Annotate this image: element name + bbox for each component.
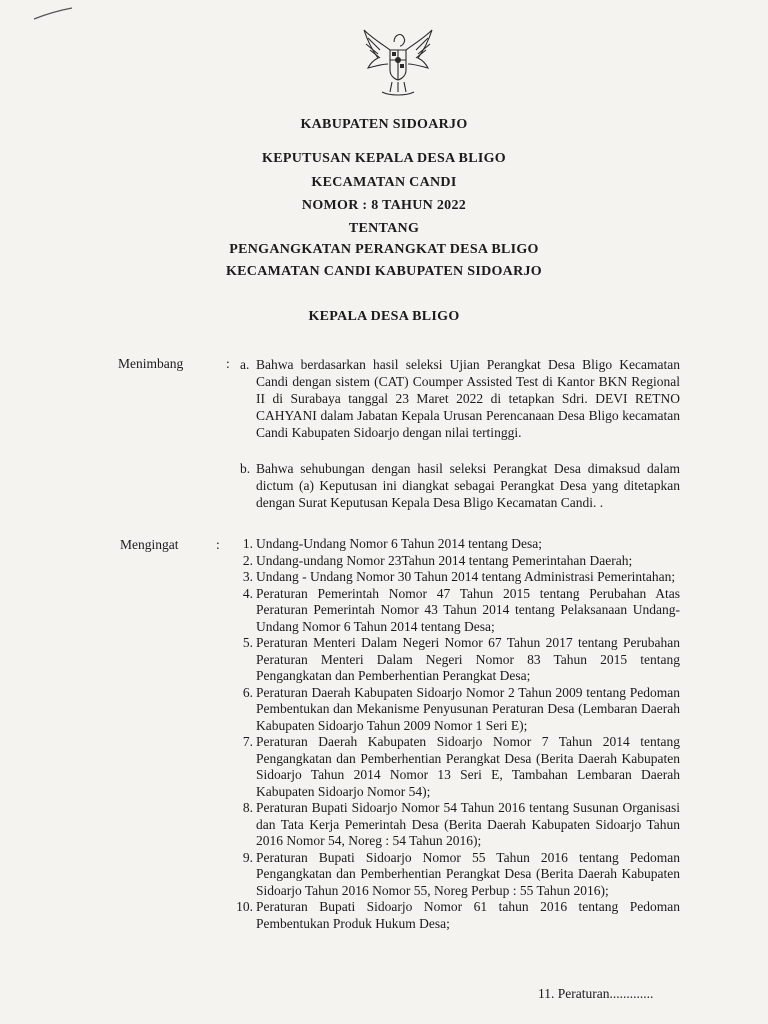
list-item-text: Peraturan Bupati Sidoarjo Nomor 54 Tahun 2016 tentang Susunan Organisasi dan Tata Kerja Pemerintah Desa (Berita Daerah Kabupaten Sidoarjo Tahun 2016 Nomor 54, Noreg : 54 Tahun 2016); <box>256 800 680 848</box>
mengingat-label: Mengingat <box>120 537 179 552</box>
consideration-b <box>240 460 680 511</box>
list-item-text: Undang-Undang Nomor 6 Tahun 2014 tentang Desa; <box>256 536 542 551</box>
consideration-b-marker: b. <box>240 461 251 476</box>
next-page-continuation: 11. Peraturan............. <box>538 986 654 1001</box>
menimbang-colon: : <box>226 356 230 371</box>
menimbang-label: Menimbang <box>118 356 184 371</box>
list-item-number: 3. <box>242 569 253 584</box>
list-item-text: Peraturan Bupati Sidoarjo Nomor 55 Tahun 2016 tentang Pedoman Pengangkatan dan Pemberhentian Perangkat Desa (Berita Daerah Kabupaten Sidoarjo Tahun 2016 Nomor 55, Noreg Perbup : 55 Tahun 2016); <box>256 849 680 898</box>
list-item-text: Undang - Undang Nomor 30 Tahun 2014 tentang Administrasi Pemerintahan; <box>256 569 676 584</box>
consideration-a-marker: a. <box>240 357 250 372</box>
consideration-a <box>240 356 680 441</box>
list-item-number: 5. <box>242 635 253 650</box>
list-item <box>236 850 680 900</box>
list-item <box>236 800 680 850</box>
list-item <box>236 734 680 800</box>
consideration-a-text: Bahwa berdasarkan hasil seleksi Ujian Perangkat Desa Bligo Kecamatan Candi dengan sistem (CAT) Coumper Assisted Test di Kantor BKN Regional II di Surabaya tanggal 23 Maret 2022 di tetapkan Sdri. DEVI RETNO CAHYANI dalam Jabatan Kepala Urusan Perencanaan Desa Bligo kecamatan Candi Kabupaten Sidoarjo dengan nilai tertinggi. <box>256 357 680 440</box>
garuda-emblem-icon <box>360 20 436 100</box>
mengingat-colon: : <box>216 537 220 552</box>
list-item-text: Peraturan Bupati Sidoarjo Nomor 61 tahun 2016 tentang Pedoman Pembentukan Produk Hukum Desa; <box>256 899 680 931</box>
list-item <box>236 553 680 570</box>
list-item-text: Undang-undang Nomor 23Tahun 2014 tentang Pemerintahan Daerah; <box>256 552 633 568</box>
regency-title: KABUPATEN SIDOARJO <box>300 117 468 132</box>
list-item-text: Peraturan Daerah Kabupaten Sidoarjo Nomor 7 Tahun 2014 tentang Pengangkatan dan Pemberhentian Perangkat Desa (Berita Daerah Kabupaten Sidoarjo Tahun 2014 Nomor 13 Seri E, Tambahan Lembaran Daerah Kabupaten Sidoarjo Nomor 54); <box>256 734 680 799</box>
list-item-number: 8. <box>242 800 253 815</box>
list-item-number: 7. <box>242 734 253 749</box>
list-item-number: 2. <box>242 552 253 568</box>
decree-title-line1: KEPUTUSAN KEPALA DESA BLIGO <box>262 151 506 166</box>
list-item <box>236 685 680 735</box>
list-item <box>236 569 680 586</box>
subject-line2: KECAMATAN CANDI KABUPATEN SIDOARJO <box>225 264 542 279</box>
list-item-number: 4. <box>242 585 253 601</box>
issuer-heading: KEPALA DESA BLIGO <box>308 309 460 324</box>
legal-basis-list <box>236 536 680 932</box>
list-item <box>236 536 680 553</box>
pen-mark-icon <box>32 6 74 22</box>
list-item-number: 10. <box>236 899 253 914</box>
subject-line1: PENGANGKATAN PERANGKAT DESA BLIGO <box>229 242 539 257</box>
decree-title-line2: KECAMATAN CANDI <box>311 175 457 190</box>
list-item-text: Peraturan Menteri Dalam Negeri Nomor 67 Tahun 2017 tentang Perubahan Peraturan Menteri Dalam Negeri Nomor 83 Tahun 2015 tentang Pengangkatan dan Pemberhentian Perangkat Desa; <box>256 635 680 683</box>
list-item-text: Peraturan Pemerintah Nomor 47 Tahun 2015 tentang Perubahan Atas Peraturan Pemerintah Nomor 43 Tahun 2014 tentang Pelaksanaan Undang-Undang Nomor 6 Tahun 2014 tentang Desa; <box>256 585 680 634</box>
list-item-number: 9. <box>242 849 253 865</box>
list-item-number: 1. <box>242 536 253 551</box>
list-item-number: 6. <box>242 684 253 700</box>
decree-number: NOMOR : 8 TAHUN 2022 <box>301 198 467 213</box>
list-item <box>236 586 680 636</box>
consideration-b-text: Bahwa sehubungan dengan hasil seleksi Perangkat Desa dimaksud dalam dictum (a) Keputusan ini diangkat sebagai Perangkat Desa yang ditetapkan dengan Surat Keputusan Kepala Desa Bligo Kecamatan Candi. . <box>256 461 680 510</box>
about-heading: TENTANG <box>348 221 420 236</box>
list-item <box>236 635 680 685</box>
list-item-text: Peraturan Daerah Kabupaten Sidoarjo Nomor 2 Tahun 2009 tentang Pedoman Pembentukan dan Mekanisme Penyusunan Peraturan Desa (Lembaran Daerah Kabupaten Sidoarjo Tahun 2009 Nomor 1 Seri E); <box>256 684 680 733</box>
list-item <box>236 899 680 932</box>
